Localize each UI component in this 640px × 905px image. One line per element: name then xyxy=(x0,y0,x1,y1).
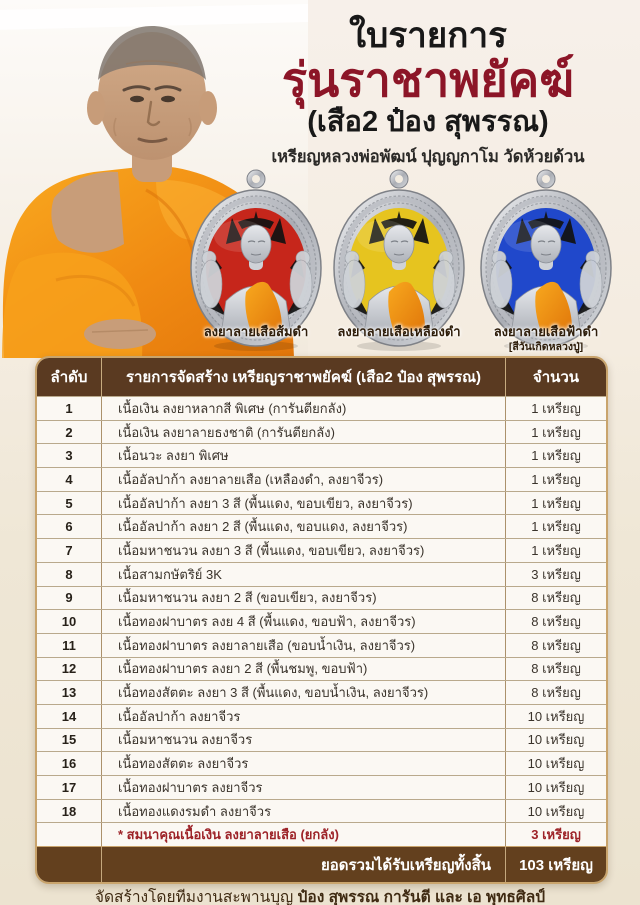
cell-item: เนื้อทองแดงรมดำ ลงยาจีวร xyxy=(101,800,505,823)
table-row xyxy=(37,799,606,823)
cell-item: เนื้อมหาชนวน ลงยา 3 สี (พื้นแดง, ขอบเขียว, ลงยาจีวร) xyxy=(101,539,505,562)
table-row xyxy=(37,728,606,752)
footer-bold: ป๋อง สุพรรณ การันตี และ เอ พุทธศิลป์ xyxy=(297,889,546,905)
cell-qty: 1 เหรียญ xyxy=(505,468,606,491)
cell-qty: 8 เหรียญ xyxy=(505,634,606,657)
cell-no: 18 xyxy=(61,803,77,819)
cell-no: 1 xyxy=(65,400,73,416)
cell-item: เนื้อนวะ ลงยา พิเศษ xyxy=(101,444,505,467)
page-title-main: รุ่นราชาพยัคฆ์ xyxy=(281,52,575,106)
cell-qty: 10 เหรียญ xyxy=(505,729,606,752)
cell-no: 17 xyxy=(61,779,77,795)
page-title-sub: (เสือ2 ป๋อง สุพรรณ) xyxy=(307,105,549,138)
medal-3 xyxy=(478,166,614,356)
header-no: ลำดับ xyxy=(50,369,88,386)
table-row xyxy=(37,562,606,586)
table-row xyxy=(37,704,606,728)
cell-item: เนื้อทองฝาบาตร ลงยาจีวร xyxy=(101,776,505,799)
cell-item: เนื้อทองฝาบาตร ลงยา 2 สี (พื้นชมพู, ขอบฟ้า) xyxy=(101,658,505,681)
table-row xyxy=(37,586,606,610)
cell-no: 11 xyxy=(62,637,76,653)
header-qty: จำนวน xyxy=(505,358,606,396)
table-row xyxy=(37,657,606,681)
cell-item: เนื้ออัลปาก้า ลงยาจีวร xyxy=(101,705,505,728)
cell-qty: 1 เหรียญ xyxy=(505,444,606,467)
table-row xyxy=(37,538,606,562)
table-row xyxy=(37,491,606,515)
cell-qty: 8 เหรียญ xyxy=(505,610,606,633)
table-row xyxy=(37,633,606,657)
table-row xyxy=(37,420,606,444)
cell-no: 2 xyxy=(65,424,73,440)
cell-no: 4 xyxy=(65,471,73,487)
cell-qty: 10 เหรียญ xyxy=(505,705,606,728)
medal-1 xyxy=(188,166,324,356)
total-label: ยอดรวมได้รับเหรียญทั้งสิ้น xyxy=(101,847,505,882)
page-title-small: ใบรายการ xyxy=(349,16,507,55)
table-total-row xyxy=(37,846,606,882)
cell-no: 9 xyxy=(65,590,73,606)
cell-qty: 8 เหรียญ xyxy=(505,658,606,681)
table-row xyxy=(37,609,606,633)
page-title-detail: เหรียญหลวงพ่อพัฒน์ ปุญญกาโม วัดห้วยด้วน xyxy=(271,148,585,167)
table-row xyxy=(37,514,606,538)
cell-qty: 8 เหรียญ xyxy=(505,587,606,610)
medal-3-sublabel: [สีวันเกิดหลวงปู่] xyxy=(508,341,584,353)
cell-no: 8 xyxy=(65,566,73,582)
cell-item: เนื้อมหาชนวน ลงยา 2 สี (ขอบเขียว, ลงยาจีวร) xyxy=(101,587,505,610)
cell-no: 16 xyxy=(61,756,77,772)
table-row xyxy=(37,396,606,420)
cell-no: 5 xyxy=(65,495,73,511)
footer-credit xyxy=(0,884,640,905)
cell-item: เนื้อเงิน ลงยาลายธงชาติ (การันตียกลัง) xyxy=(101,421,505,444)
cell-item: เนื้อสามกษัตริย์ 3K xyxy=(101,563,505,586)
cell-qty: 1 เหรียญ xyxy=(505,492,606,515)
footer-prefix: จัดสร้างโดยทีมงานสะพานบุญ xyxy=(94,889,298,905)
table-row xyxy=(37,775,606,799)
cell-item: เนื้อทองฝาบาตร ลงย 4 สี (พื้นแดง, ขอบฟ้า, ลงยาจีวร) xyxy=(101,610,505,633)
medal-1-label: ลงยาลายเสือส้มดำ xyxy=(203,324,309,340)
cell-no: 14 xyxy=(61,708,77,724)
cell-no xyxy=(37,823,101,846)
total-qty: 103 เหรียญ xyxy=(505,847,606,882)
item-table xyxy=(35,356,608,884)
cell-item: เนื้ออัลปาก้า ลงยา 2 สี (พื้นแดง, ขอบแดง, ลงยาจีวร) xyxy=(101,515,505,538)
cell-qty: 10 เหรียญ xyxy=(505,752,606,775)
cell-no: 3 xyxy=(65,448,73,464)
cell-no: 15 xyxy=(61,732,77,748)
cell-qty: 1 เหรียญ xyxy=(505,515,606,538)
top-section xyxy=(0,0,640,358)
cell-qty: 8 เหรียญ xyxy=(505,681,606,704)
cell-item: เนื้อทองสัตตะ ลงยาจีวร xyxy=(101,752,505,775)
cell-qty: 1 เหรียญ xyxy=(505,421,606,444)
cell-item: เนื้ออัลปาก้า ลงยา 3 สี (พื้นแดง, ขอบเขียว, ลงยาจีวร) xyxy=(101,492,505,515)
cell-no: 10 xyxy=(61,614,77,630)
cell-item: เนื้อมหาชนวน ลงยาจีวร xyxy=(101,729,505,752)
cell-qty: 3 เหรียญ xyxy=(505,563,606,586)
cell-item: เนื้อทองสัตตะ ลงยา 3 สี (พื้นแดง, ขอบน้ำเงิน, ลงยาจีวร) xyxy=(101,681,505,704)
cell-item: เนื้ออัลปาก้า ลงยาลายเสือ (เหลืองดำ, ลงยาจีวร) xyxy=(101,468,505,491)
table-row xyxy=(37,751,606,775)
cell-qty: 3 เหรียญ xyxy=(505,823,606,846)
cell-no: 6 xyxy=(65,519,73,535)
table-row xyxy=(37,680,606,704)
medal-2-label: ลงยาลายเสือเหลืองดำ xyxy=(337,324,461,340)
table-header-row xyxy=(37,358,606,396)
medal-2 xyxy=(331,166,467,356)
cell-item: เนื้อเงิน ลงยาหลากสี พิเศษ (การันตียกลัง) xyxy=(101,397,505,420)
cell-no: 12 xyxy=(61,661,77,677)
cell-qty: 1 เหรียญ xyxy=(505,397,606,420)
table-row xyxy=(37,443,606,467)
table-row xyxy=(37,467,606,491)
total-no-cell xyxy=(37,847,101,882)
cell-no: 13 xyxy=(61,685,77,701)
header-item: รายการจัดสร้าง เหรียญราชาพยัคฆ์ (เสือ2 ป๋อง สุพรรณ) xyxy=(101,358,505,396)
cell-item: * สมนาคุณเนื้อเงิน ลงยาลายเสือ (ยกลัง) xyxy=(101,823,505,846)
title-block xyxy=(222,18,634,170)
cell-qty: 10 เหรียญ xyxy=(505,800,606,823)
medal-3-label: ลงยาลายเสือฟ้าดำ xyxy=(493,324,599,340)
cell-qty: 1 เหรียญ xyxy=(505,539,606,562)
cell-item: เนื้อทองฝาบาตร ลงยาลายเสือ (ขอบน้ำเงิน, ลงยาจีวร) xyxy=(101,634,505,657)
table-row xyxy=(37,822,606,846)
cell-no: 7 xyxy=(65,542,73,558)
cell-qty: 10 เหรียญ xyxy=(505,776,606,799)
table-body xyxy=(37,396,606,846)
